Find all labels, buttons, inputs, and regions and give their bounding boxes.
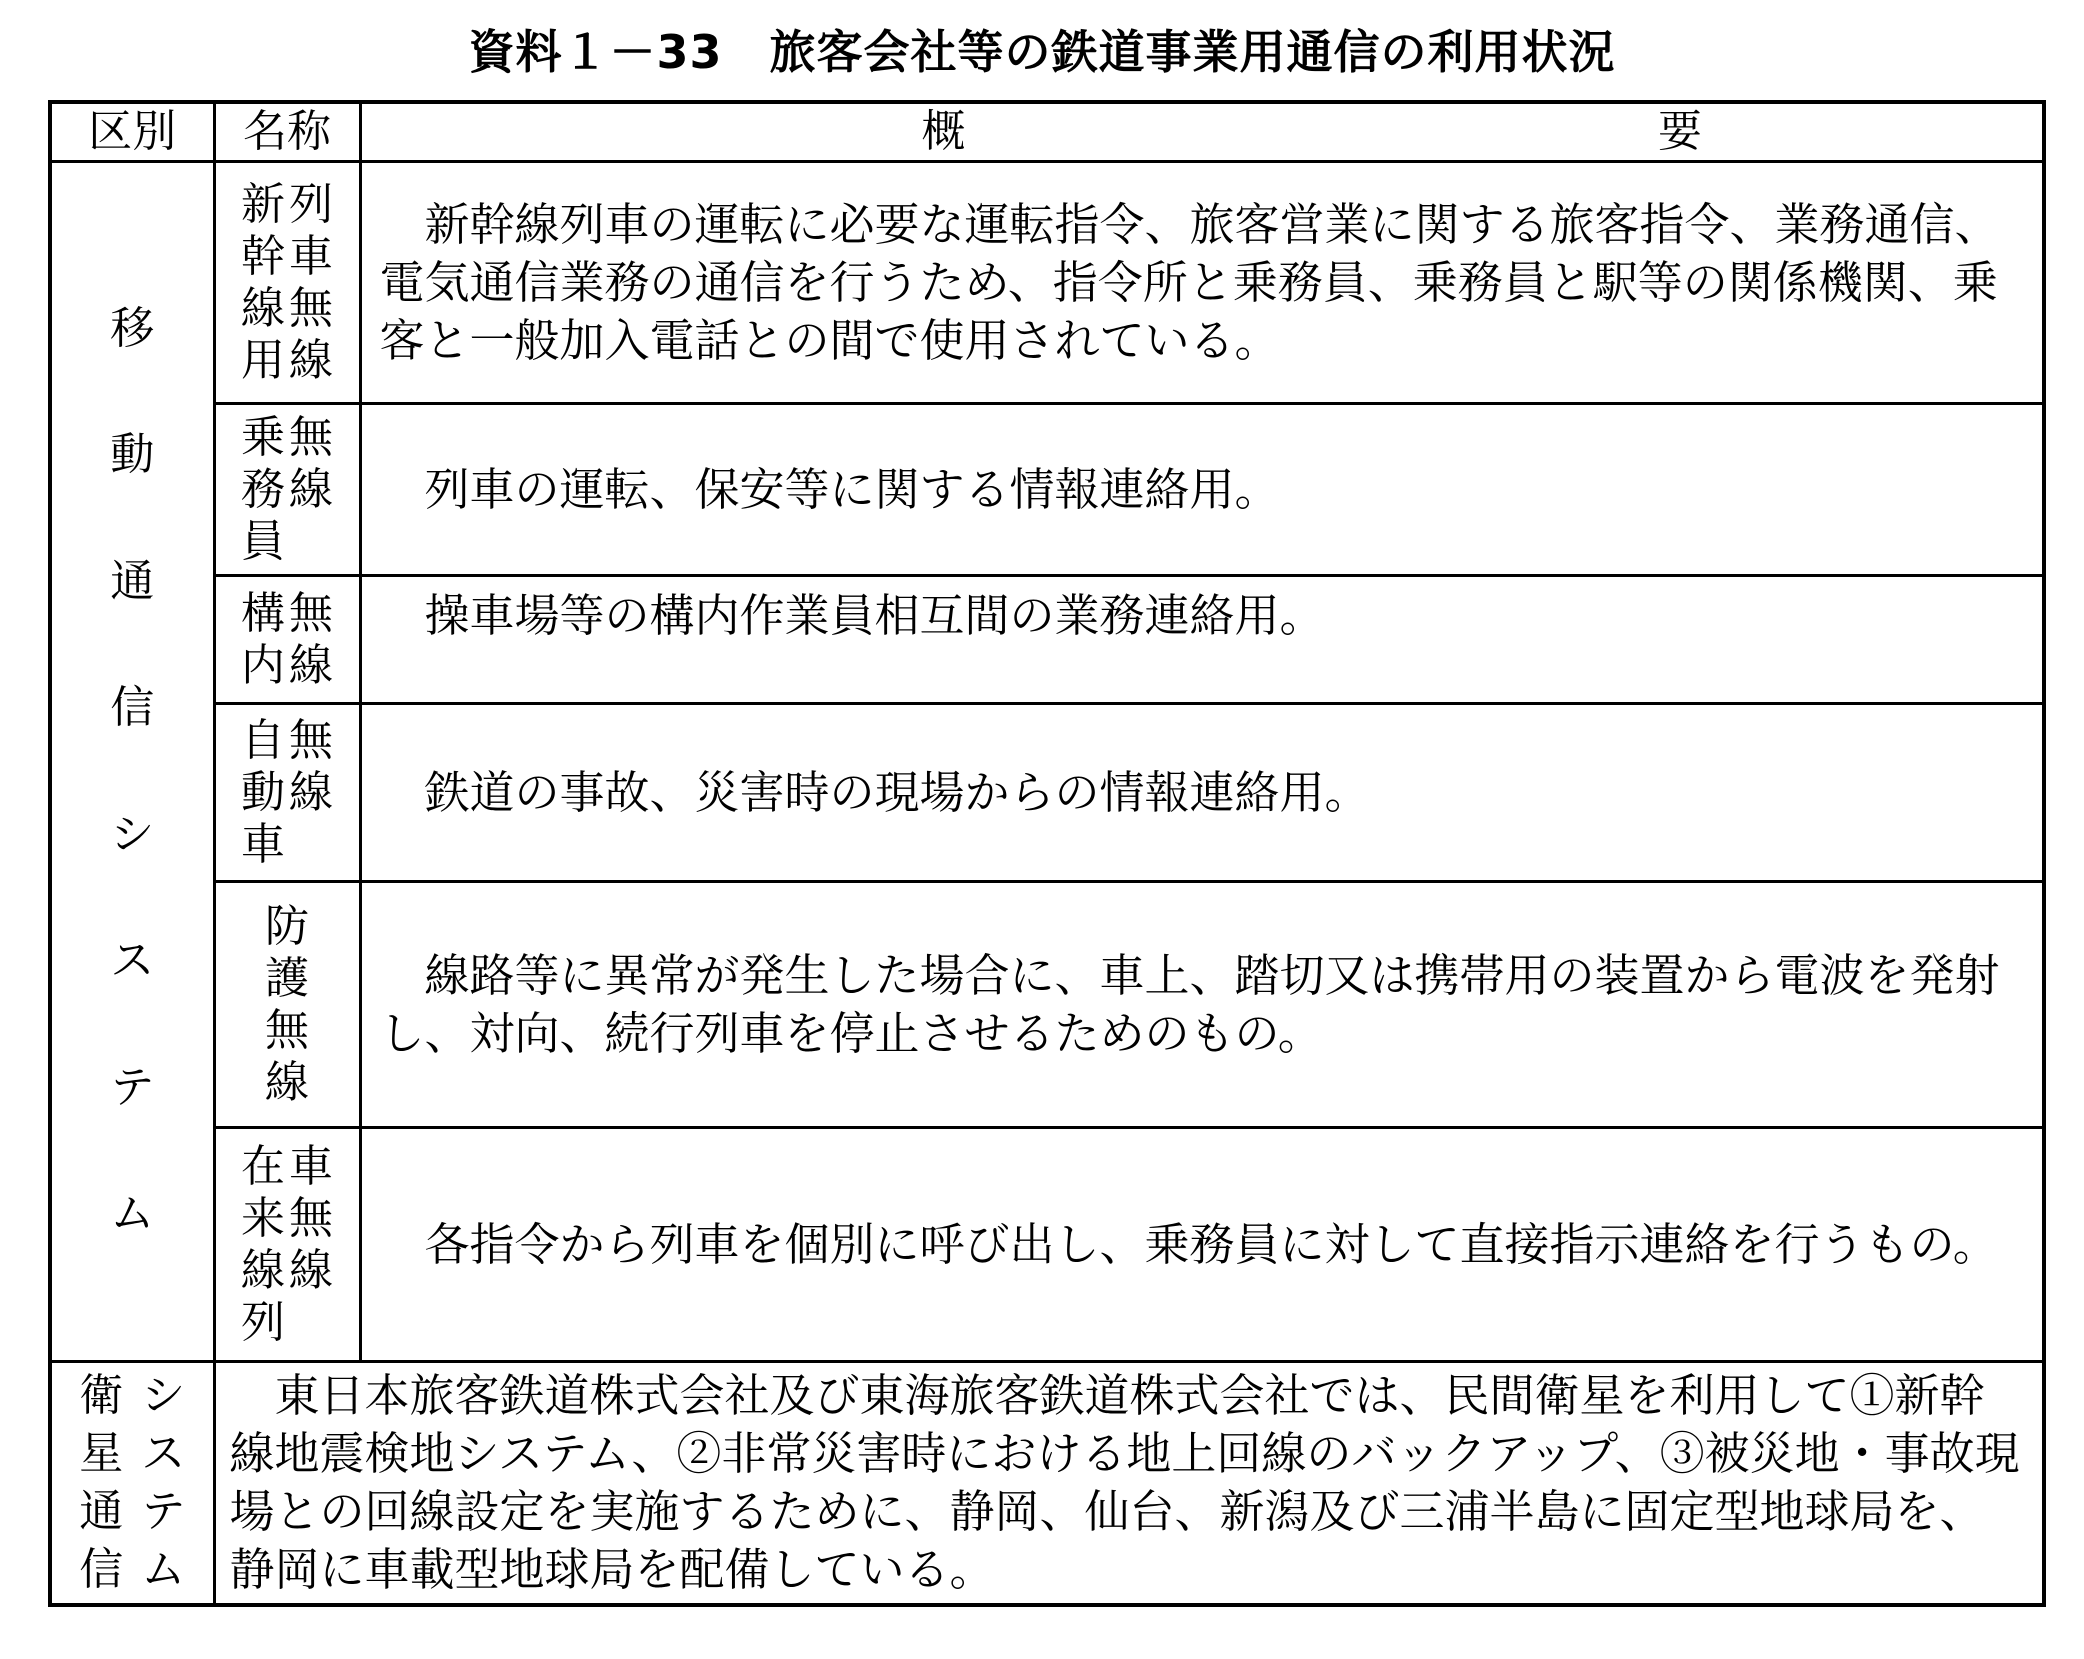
row-name-char: 防 xyxy=(265,900,309,952)
mobile-category-char: ス xyxy=(110,935,155,987)
row-name-char: 無 xyxy=(265,1004,309,1056)
satellite-category-char: シ xyxy=(141,1370,186,1421)
row-description: 新幹線列車の運転に必要な運転指令、旅客営業に関する旅客指令、業務通信、電気通信業務の通信を行うため、指令所と乗務員、乗務員と駅等の関係機関、乗客と一般加入電話との間で使用されている。 xyxy=(379,197,2000,367)
row-name-column xyxy=(241,588,285,692)
row-name-column xyxy=(289,1141,333,1349)
row-name-column xyxy=(289,412,333,568)
table-row xyxy=(50,882,2044,1128)
header-row xyxy=(50,102,2044,162)
satellite-description: 東日本旅客鉄道株式会社及び東海旅客鉄道株式会社では、民間衛星を利用して①新幹線地震検地システム、②非常災害時における地上回線のバックアップ、③被災地・事故現場との回線設定を実施するために、静岡、仙台、新潟及び三浦半島に固定型地球局を、静岡に車載型地球局を配備している。 xyxy=(229,1369,2020,1596)
header-name: 名称 xyxy=(214,102,360,162)
satellite-category-char: ム xyxy=(141,1544,186,1595)
row-name-char: 列 xyxy=(241,1296,285,1348)
row-name-column xyxy=(241,179,285,387)
row-name-char: 来 xyxy=(241,1192,285,1244)
row-name-column xyxy=(265,901,309,1109)
header-summary-2: 要 xyxy=(1658,106,1702,157)
header-summary-1: 概 xyxy=(921,106,966,157)
satellite-category-column xyxy=(141,1367,185,1599)
row-name-column xyxy=(289,588,333,692)
row-name-column xyxy=(289,179,333,387)
row-name-char: 構 xyxy=(241,587,285,639)
row-name-char: 線 xyxy=(265,1056,309,1108)
page-title: 資料１－33 旅客会社等の鉄道事業用通信の利用状況 xyxy=(468,25,1616,79)
row-name-char: 線 xyxy=(289,1244,333,1296)
row-name-column xyxy=(289,715,333,871)
row-description-cell xyxy=(360,1128,2044,1362)
row-name-char: 乗 xyxy=(241,411,285,463)
row-name-cell xyxy=(214,162,360,404)
table-row xyxy=(50,1128,2044,1362)
mobile-category-char: 信 xyxy=(110,682,155,734)
row-name-cell xyxy=(214,404,360,576)
satellite-category-cell xyxy=(50,1362,214,1606)
table-row xyxy=(50,704,2044,882)
row-name-char: 無 xyxy=(289,587,333,639)
row-name-char: 無 xyxy=(289,714,333,766)
row-name-char: 員 xyxy=(241,515,285,567)
row-name-char: 線 xyxy=(289,639,333,691)
row-name-char: 無 xyxy=(289,282,333,334)
table-row xyxy=(50,162,2044,404)
header-summary xyxy=(360,102,2044,162)
satellite-category-char: 衛 xyxy=(79,1370,124,1421)
row-description-cell xyxy=(360,162,2044,404)
row-name-cell xyxy=(214,704,360,882)
row-name-char: 在 xyxy=(241,1140,285,1192)
row-name-column xyxy=(241,1141,285,1349)
header-category: 区別 xyxy=(50,102,214,162)
row-name-cell xyxy=(214,1128,360,1362)
row-name-cell xyxy=(214,882,360,1128)
row-description: 各指令から列車を個別に呼び出し、乗務員に対して直接指示連絡を行うもの。 xyxy=(424,1217,1998,1271)
row-name-char: 車 xyxy=(241,818,285,870)
satellite-category-char: テ xyxy=(141,1486,186,1537)
row-name-char: 動 xyxy=(241,766,285,818)
row-description-cell xyxy=(360,882,2044,1128)
row-name-char: 線 xyxy=(289,463,333,515)
row-name-char: 線 xyxy=(241,282,285,334)
row-name-char: 車 xyxy=(289,230,333,282)
row-description-cell xyxy=(360,704,2044,882)
table-row xyxy=(50,404,2044,576)
row-name-column xyxy=(241,412,285,568)
row-name-char: 無 xyxy=(289,411,333,463)
row-name-char: 列 xyxy=(289,178,333,230)
satellite-category-char: 信 xyxy=(79,1544,124,1595)
row-name-char: 護 xyxy=(265,952,309,1004)
table-row xyxy=(50,576,2044,704)
row-description: 線路等に異常が発生した場合に、車上、踏切又は携帯用の装置から電波を発射し、対向、続行列車を停止させるためのもの。 xyxy=(379,948,2000,1060)
row-description: 鉄道の事故、災害時の現場からの情報連絡用。 xyxy=(424,765,1370,819)
usage-table xyxy=(48,100,2046,1607)
mobile-category-char: 通 xyxy=(110,555,155,607)
satellite-category-column xyxy=(79,1367,123,1599)
row-name-char: 線 xyxy=(289,334,333,386)
mobile-category-char: 移 xyxy=(110,302,155,354)
row-description: 列車の運転、保安等に関する情報連絡用。 xyxy=(424,462,1280,516)
mobile-category-char: シ xyxy=(110,808,155,860)
row-name-char: 線 xyxy=(241,1244,285,1296)
row-name-char: 自 xyxy=(241,714,285,766)
satellite-category-char: 星 xyxy=(79,1428,124,1479)
mobile-category-cell xyxy=(50,162,214,1362)
row-name-char: 務 xyxy=(241,463,285,515)
row-name-char: 新 xyxy=(241,178,285,230)
row-description-cell xyxy=(360,404,2044,576)
row-name-char: 幹 xyxy=(241,230,285,282)
row-description-cell xyxy=(360,576,2044,704)
satellite-category-char: 通 xyxy=(79,1486,124,1537)
satellite-row xyxy=(50,1362,2044,1606)
mobile-category-char: 動 xyxy=(110,429,155,481)
row-name-cell xyxy=(214,576,360,704)
mobile-category-char: テ xyxy=(110,1061,155,1113)
row-name-char: 無 xyxy=(289,1192,333,1244)
row-name-char: 内 xyxy=(241,639,285,691)
mobile-category-char: ム xyxy=(110,1188,155,1240)
row-name-char: 用 xyxy=(241,334,285,386)
satellite-category-char: ス xyxy=(141,1428,186,1479)
satellite-description-cell xyxy=(214,1362,2044,1606)
row-name-column xyxy=(241,715,285,871)
row-name-char: 車 xyxy=(289,1140,333,1192)
row-name-char: 線 xyxy=(289,766,333,818)
row-description: 操車場等の構内作業員相互間の業務連絡用。 xyxy=(424,589,1325,642)
